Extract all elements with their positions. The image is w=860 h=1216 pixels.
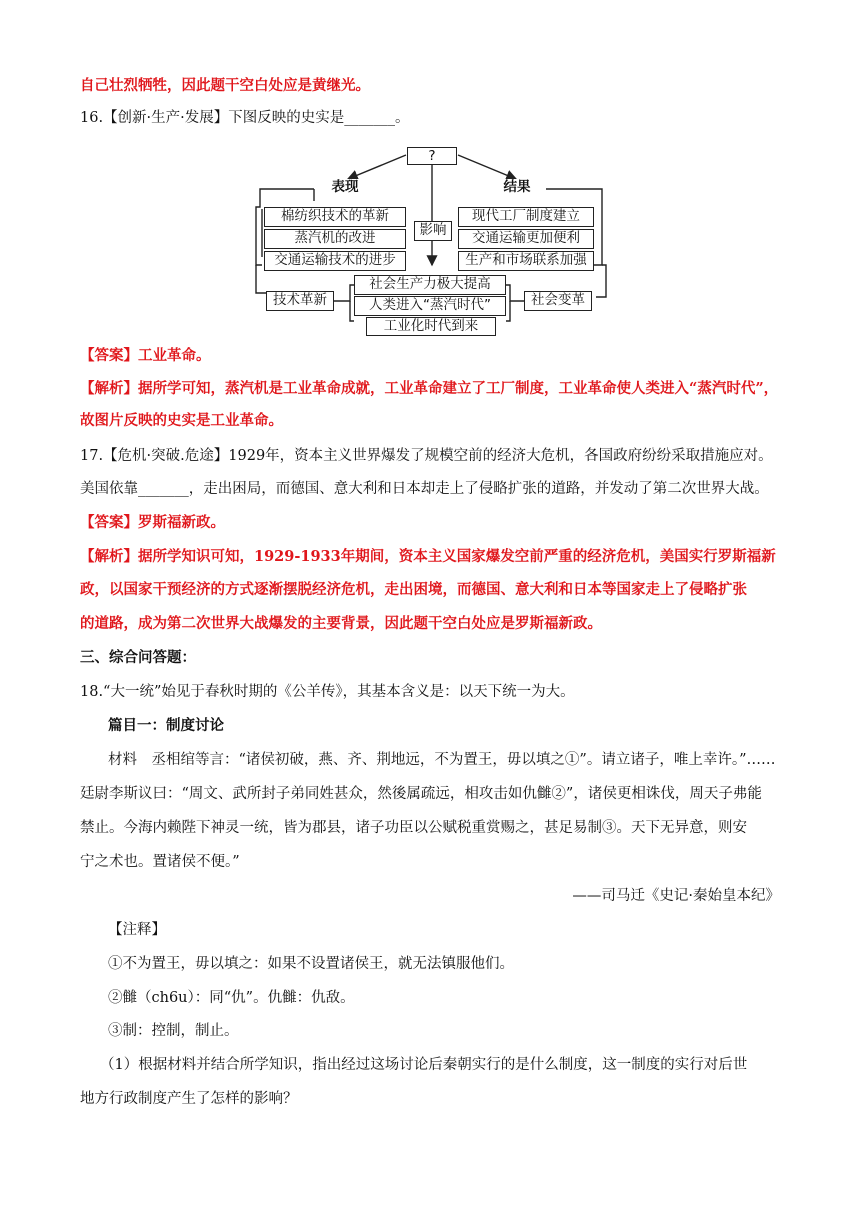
q18-material-line-4: 宁之术也。置诸侯不便。” (80, 854, 240, 870)
q18-question-1-line-2: 地方行政制度产生了怎样的影响？ (80, 1091, 298, 1107)
q17-answer: 【答案】罗斯福新政。 (80, 514, 225, 531)
q16-stem: 16.【创新·生产·发展】下图反映的史实是_______。 (80, 110, 410, 126)
diagram-bottom-right: 社会变革 (524, 291, 592, 311)
diagram-right-head: 结果 (490, 179, 544, 199)
diagram-left-head: 表现 (318, 179, 372, 199)
q16-analysis-line-2: 故图片反映的史实是工业革命。 (80, 412, 283, 429)
q17-stem-line-1: 17.【危机·突破.危途】1929年，资本主义世界爆发了规模空前的经济大危机，各国政府纷纷采取措施应对。 (80, 448, 773, 464)
prev-analysis-tail: 自己壮烈牺牲，因此题干空白处应是黄继光。 (80, 77, 370, 94)
q16-analysis-line-1: 【解析】据所学可知，蒸汽机是工业革命成就，工业革命建立了工厂制度，工业革命使人类进入“蒸汽时代”， (80, 380, 779, 397)
section-3-heading: 三、综合问答题： (80, 649, 196, 666)
q18-part-title: 篇目一：制度讨论 (108, 717, 224, 734)
diagram-left-item-3: 交通运输技术的进步 (264, 251, 406, 271)
q18-material-line-2: 廷尉李斯议曰：“周文、武所封子弟同姓甚众，然後属疏远，相攻击如仇雠②”，诸侯更相诛伐，周天子弗能 (80, 786, 762, 802)
q17-stem-line-2: 美国依靠_______，走出困局，而德国、意大利和日本却走上了侵略扩张的道路，并发动了第二次世界大战。 (80, 481, 769, 497)
diagram-left-item-2: 蒸汽机的改进 (264, 229, 406, 249)
q18-stem: 18.“大一统”始见于春秋时期的《公羊传》，其基本含义是：以天下统一为大。 (80, 684, 575, 700)
q18-note-2: ②雠（ch6u）：同“仇”。仇雠：仇敌。 (108, 990, 355, 1006)
diagram-influence-box: 影响 (414, 221, 452, 241)
q18-notes-title: 【注释】 (108, 922, 166, 938)
diagram-bottom-left: 技术革新 (266, 291, 334, 311)
diagram-right-item-1: 现代工厂制度建立 (458, 207, 594, 227)
diagram-bottom-item-3: 工业化时代到来 (366, 317, 496, 336)
diagram-question-box: ? (407, 147, 457, 165)
q18-note-1: ①不为置王，毋以填之：如果不设置诸侯王，就无法镇服他们。 (108, 956, 514, 972)
q18-material-line-1: 材料 丞相绾等言：“诸侯初破，燕、齐、荆地远，不为置王，毋以填之①”。请立诸子，唯上幸许。”…… (108, 752, 776, 768)
diagram-right-item-2: 交通运输更加便利 (458, 229, 594, 249)
diagram-left-item-1: 棉纺织技术的革新 (264, 207, 406, 227)
q16-answer: 【答案】工业革命。 (80, 347, 211, 364)
q18-source: ——司马迁《史记·秦始皇本纪》 (572, 888, 780, 904)
q18-question-1-line-1: （1）根据材料并结合所学知识，指出经过这场讨论后秦朝实行的是什么制度，这一制度的实行对后世 (100, 1057, 748, 1073)
q17-analysis-line-3: 的道路，成为第二次世界大战爆发的主要背景，因此题干空白处应是罗斯福新政。 (80, 615, 602, 632)
industrial-revolution-diagram (254, 145, 608, 337)
q17-analysis-line-2: 政，以国家干预经济的方式逐渐摆脱经济危机，走出困境，而德国、意大利和日本等国家走上了侵略扩张 (80, 581, 747, 598)
q17-analysis-line-1: 【解析】据所学知识可知，1929-1933年期间，资本主义国家爆发空前严重的经济危机，美国实行罗斯福新 (80, 548, 776, 565)
q18-material-line-3: 禁止。今海内赖陛下神灵一统，皆为郡县，诸子功臣以公赋税重赏赐之，甚足易制③。天下无异意，则安 (80, 820, 747, 836)
diagram-right-item-3: 生产和市场联系加强 (458, 251, 594, 271)
diagram-bottom-item-2: 人类进入“蒸汽时代” (354, 296, 506, 316)
q18-note-3: ③制：控制，制止。 (108, 1023, 239, 1039)
diagram-bottom-item-1: 社会生产力极大提高 (354, 275, 506, 295)
